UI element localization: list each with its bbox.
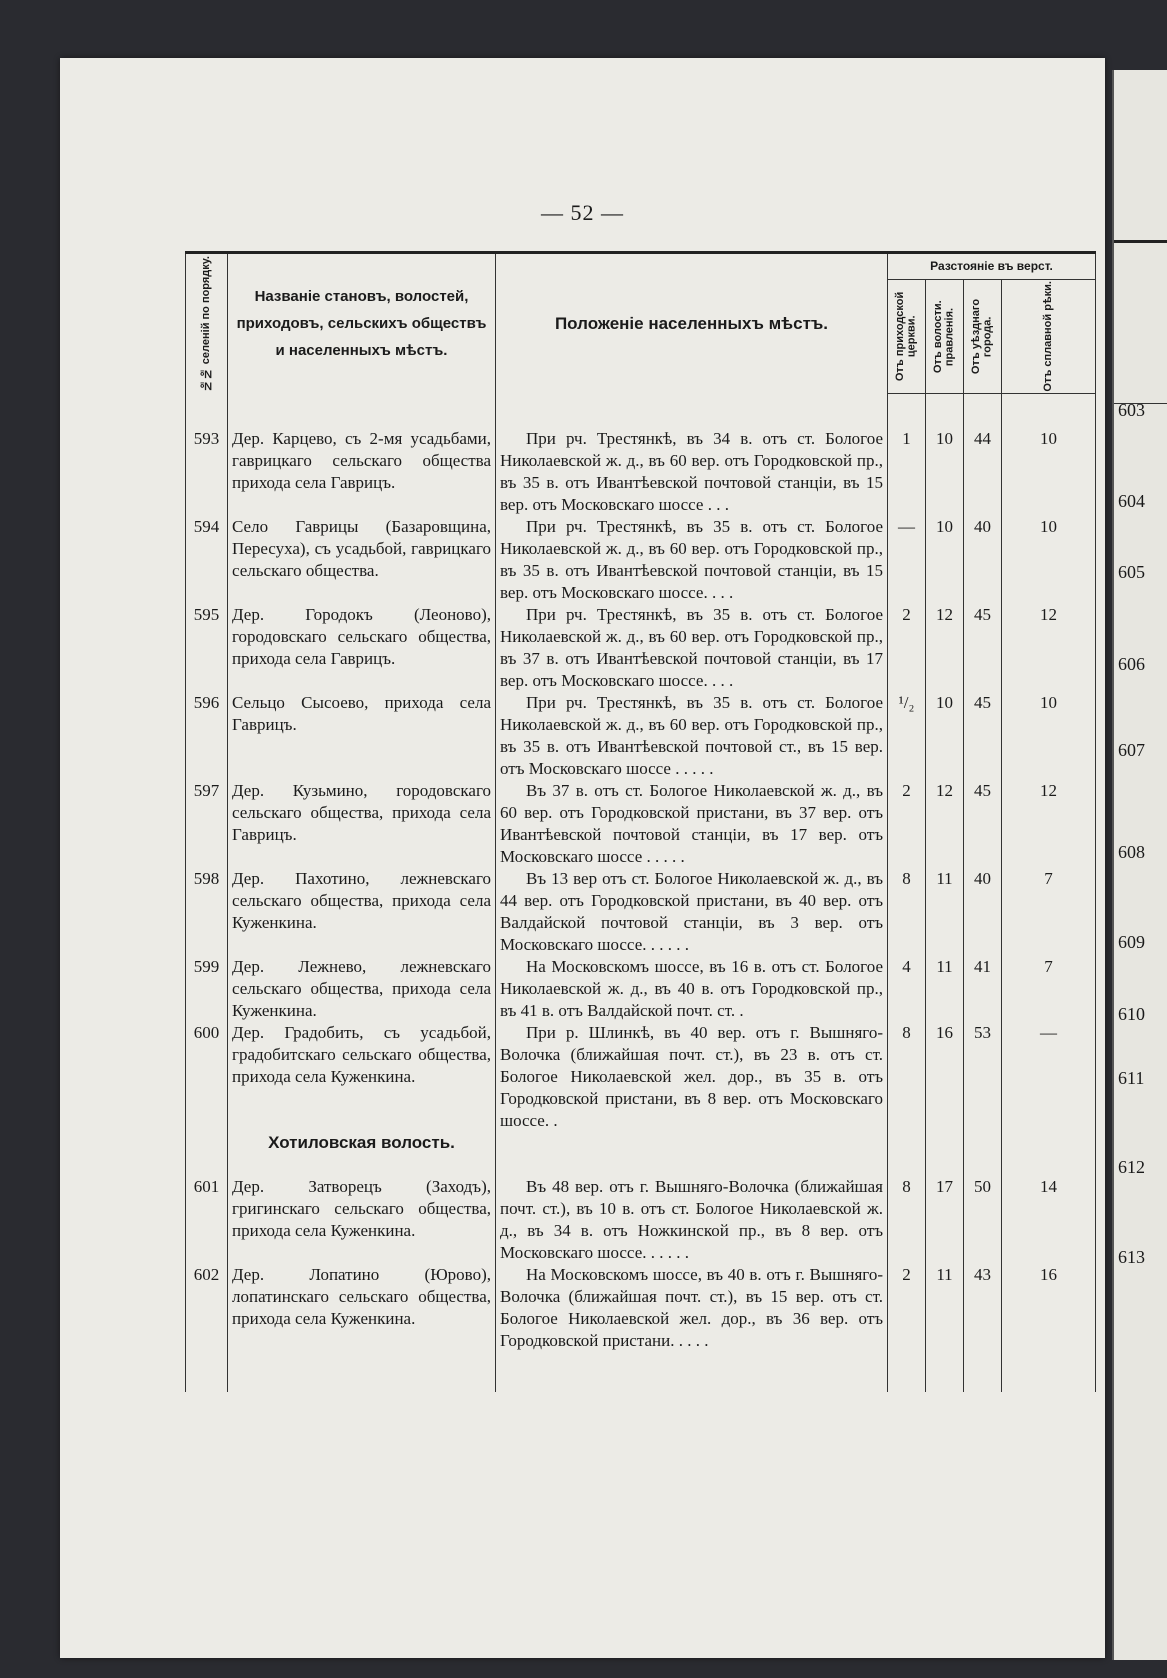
settlement-position: При рч. Трестянкѣ, въ 35 в. отъ ст. Бологое Николаевской ж. д., въ 60 вер. отъ Городковской пр., въ 35 в. отъ Ивантѣевской почтовой ст., въ 15 вер. отъ Московскаго шоссе . . . . . <box>496 692 888 780</box>
table-row <box>186 516 1096 604</box>
distance-city: 45 <box>964 780 1002 868</box>
adjacent-row-number: 607 <box>1118 740 1145 760</box>
adjacent-row-number: 613 <box>1118 1247 1145 1267</box>
distance-volost: 12 <box>926 604 964 692</box>
row-number: 599 <box>186 956 228 1022</box>
column-header-dist-river: Отъ сплавной рѣки. <box>1002 279 1096 393</box>
distance-river: 14 <box>1002 1176 1096 1264</box>
table-row <box>186 1176 1096 1264</box>
document-page <box>60 58 1105 1658</box>
distance-volost: 10 <box>926 516 964 604</box>
settlement-name: Дер. Затворецъ (Заходъ), григинскаго сельскаго общества, прихода села Куженкина. <box>228 1176 496 1264</box>
settlement-position: При рч. Трестянкѣ, въ 34 в. отъ ст. Бологое Николаевской ж. д., въ 60 вер. отъ Городковской пр., въ 35 в. отъ Ивантѣевской почтовой станціи, въ 15 вер. отъ Московскаго шоссе . . . <box>496 428 888 516</box>
row-number: 597 <box>186 780 228 868</box>
adjacent-row-number: 610 <box>1118 1004 1145 1024</box>
section-row <box>186 1132 1096 1176</box>
distance-city: 45 <box>964 692 1002 780</box>
column-header-distance-group: Разстояніе въ верст. <box>888 253 1096 280</box>
distance-city: 43 <box>964 1264 1002 1352</box>
adjacent-row-number: 608 <box>1118 842 1145 862</box>
settlement-name: Дер. Лежнево, лежневскаго сельскаго общества, прихода села Куженкина. <box>228 956 496 1022</box>
adjacent-row-number: 605 <box>1118 562 1145 582</box>
settlement-position: При р. Шлинкѣ, въ 40 вер. отъ г. Вышняго-Волочка (ближайшая почт. ст.), въ 23 в. отъ ст. Бологое Николаевской жел. дор., въ 35 в. отъ Городковской пристани, въ 8 вер. отъ Московскаго шоссе. . <box>496 1022 888 1132</box>
distance-volost: 11 <box>926 1264 964 1352</box>
distance-church: 8 <box>888 1022 926 1132</box>
settlement-name: Село Гаврицы (Базаровщина, Пересуха), съ усадьбой, гаврицкаго сельскаго общества. <box>228 516 496 604</box>
distance-church: 2 <box>888 1264 926 1352</box>
distance-volost: 10 <box>926 428 964 516</box>
distance-river: 7 <box>1002 868 1096 956</box>
table-row <box>186 428 1096 516</box>
table-row <box>186 604 1096 692</box>
settlement-position: Въ 13 вер отъ ст. Бологое Николаевской ж. д., въ 44 вер. отъ Городковской пристани, въ 40 вер. отъ Валдайской почтовой станціи, въ 3 вер. отъ Московскаго шоссе. . . . . . <box>496 868 888 956</box>
adjacent-page-edge <box>1112 70 1167 1660</box>
column-header-dist-volost: Отъ волости. правленія. <box>926 279 964 393</box>
row-number: 596 <box>186 692 228 780</box>
settlement-position: При рч. Трестянкѣ, въ 35 в. отъ ст. Бологое Николаевской ж. д., въ 60 вер. отъ Городковской пр., въ 37 в. отъ Ивантѣевской почтовой станціи, въ 17 вер. отъ Московскаго шоссе. . . . <box>496 604 888 692</box>
distance-river: 10 <box>1002 516 1096 604</box>
distance-church: 1 <box>888 428 926 516</box>
distance-volost: 16 <box>926 1022 964 1132</box>
distance-river: 12 <box>1002 780 1096 868</box>
distance-river: 10 <box>1002 428 1096 516</box>
distance-city: 53 <box>964 1022 1002 1132</box>
settlement-position: При рч. Трестянкѣ, въ 35 в. отъ ст. Бологое Николаевской ж. д., въ 60 вер. отъ Городковской пр., въ 35 в. отъ Ивантѣевской почтовой станціи, въ 15 вер. отъ Московскаго шоссе. . . . <box>496 516 888 604</box>
settlement-position: Въ 37 в. отъ ст. Бологое Николаевской ж. д., въ 60 вер. отъ Городковской пристани, въ 37 вер. отъ Ивантѣевской почтовой станціи, въ 17 вер. отъ Московскаго шоссе . . . . . <box>496 780 888 868</box>
column-header-number: №№ селеній по порядку. <box>186 253 228 394</box>
table-row <box>186 868 1096 956</box>
distance-church: 2 <box>888 604 926 692</box>
adjacent-row-number: 611 <box>1118 1068 1145 1088</box>
settlement-name: Дер. Лопатино (Юрово), лопатинскаго сельскаго общества, прихода села Куженкина. <box>228 1264 496 1352</box>
distance-church: 8 <box>888 1176 926 1264</box>
distance-volost: 12 <box>926 780 964 868</box>
adjacent-row-number: 606 <box>1118 654 1145 674</box>
distance-city: 45 <box>964 604 1002 692</box>
distance-church: 4 <box>888 956 926 1022</box>
column-header-dist-city: Отъ уѣзднаго города. <box>964 279 1002 393</box>
row-number: 598 <box>186 868 228 956</box>
settlement-name: Дер. Городокъ (Леоново), городовскаго сельскаго общества, прихода села Гаврицъ. <box>228 604 496 692</box>
settlement-position: На Московскомъ шоссе, въ 40 в. отъ г. Вышняго-Волочка (ближайшая почт. ст.), въ 15 вер. отъ ст. Бологое Николаевской жел. дор., въ 36 вер. отъ Городковской пристани. . . . . <box>496 1264 888 1352</box>
distance-volost: 17 <box>926 1176 964 1264</box>
distance-city: 50 <box>964 1176 1002 1264</box>
settlement-register-table <box>185 251 1096 1392</box>
column-header-name: Названіе становъ, волостей, приходовъ, сельскихъ обществъ и населенныхъ мѣстъ. <box>228 253 496 394</box>
settlement-name: Сельцо Сысоево, прихода села Гаврицъ. <box>228 692 496 780</box>
distance-city: 40 <box>964 516 1002 604</box>
settlement-name: Дер. Градобить, съ усадьбой, градобитскаго сельскаго общества, прихода села Куженкина. <box>228 1022 496 1132</box>
distance-volost: 11 <box>926 868 964 956</box>
row-number: 595 <box>186 604 228 692</box>
distance-volost: 10 <box>926 692 964 780</box>
row-number: 593 <box>186 428 228 516</box>
table-row <box>186 780 1096 868</box>
distance-river: 7 <box>1002 956 1096 1022</box>
settlement-position: На Московскомъ шоссе, въ 16 в. отъ ст. Бологое Николаевской ж. д., въ 40 в. отъ Городковской пр., въ 41 в. отъ Валдайской почт. ст. . <box>496 956 888 1022</box>
adjacent-row-number: 612 <box>1118 1157 1145 1177</box>
settlement-position: Въ 48 вер. отъ г. Вышняго-Волочка (ближайшая почт. ст.), въ 10 в. отъ ст. Бологое Николаевской ж. д., въ 34 в. отъ Ножкинской пр., въ 8 вер. отъ Московскаго шоссе. . . . . . <box>496 1176 888 1264</box>
distance-river: 16 <box>1002 1264 1096 1352</box>
distance-city: 40 <box>964 868 1002 956</box>
table-row <box>186 956 1096 1022</box>
distance-volost: 11 <box>926 956 964 1022</box>
distance-city: 41 <box>964 956 1002 1022</box>
row-number: 602 <box>186 1264 228 1352</box>
adjacent-row-number: 603 <box>1118 400 1145 420</box>
distance-church: 8 <box>888 868 926 956</box>
distance-church: 2 <box>888 780 926 868</box>
settlement-name: Дер. Кузьмино, городовскаго сельскаго общества, прихода села Гаврицъ. <box>228 780 496 868</box>
section-title: Хотиловская волость. <box>228 1132 496 1176</box>
distance-city: 44 <box>964 428 1002 516</box>
table-row <box>186 1022 1096 1132</box>
page-number: — 52 — <box>541 200 624 225</box>
row-number: 601 <box>186 1176 228 1264</box>
distance-church: ¹/₂ <box>888 692 926 780</box>
settlement-name: Дер. Пахотино, лежневскаго сельскаго общества, прихода села Куженкина. <box>228 868 496 956</box>
row-number: 600 <box>186 1022 228 1132</box>
column-header-dist-church: Отъ приходской церкви. <box>888 279 926 393</box>
distance-river: 10 <box>1002 692 1096 780</box>
adjacent-row-number: 609 <box>1118 932 1145 952</box>
table-row <box>186 1264 1096 1352</box>
settlement-name: Дер. Карцево, съ 2-мя усадьбами, гаврицкаго сельскаго общества прихода села Гаврицъ. <box>228 428 496 516</box>
row-number: 594 <box>186 516 228 604</box>
adjacent-page-header <box>1114 240 1167 404</box>
table-row <box>186 692 1096 780</box>
column-header-position: Положеніе населенныхъ мѣстъ. <box>496 253 888 394</box>
adjacent-row-number: 604 <box>1118 491 1145 511</box>
distance-river: — <box>1002 1022 1096 1132</box>
distance-river: 12 <box>1002 604 1096 692</box>
distance-church: — <box>888 516 926 604</box>
